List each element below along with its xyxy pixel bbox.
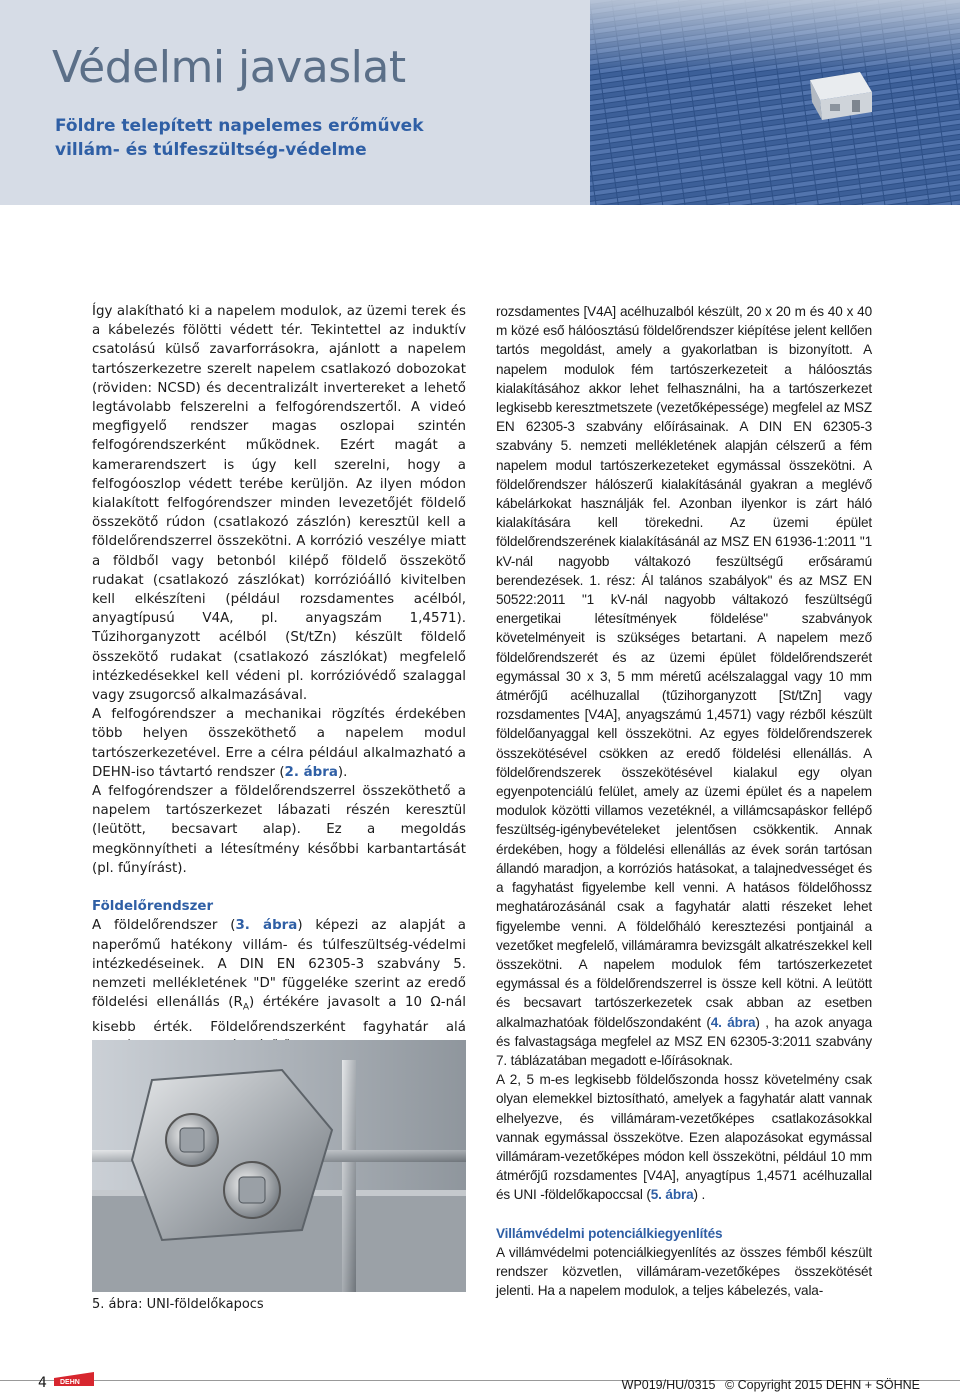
text-span: ). <box>337 764 348 780</box>
text-span: A felfogórendszer a mechanikai rögzítés érdekében több helyen összeköthető a napelem modul tartószerkezetével. Erre a célra például alkalmazható a DEHN-iso távtartó rendszer ( <box>92 707 466 780</box>
figure-ref-3: 3. ábra <box>235 918 298 934</box>
solar-farm-photo <box>590 0 960 205</box>
section-heading-potencialkiegyenlites: Villámvédelmi potenciálkiegyenlítés <box>496 1225 723 1241</box>
text-span: ) képezi az alapját a naperőmű hatékony villám- és túlfeszültség-védelmi intézkedéseinek. A DIN EN 62305-3 szabvány 5. nemzeti mellékletének "D" függeléke szerint az eredő földelési ellenállás (R <box>92 918 466 1011</box>
text-span: A 2, 5 m-es legkisebb földelőszonda hossz követelmény csak olyan elemekkel biztosítható, amelyek a fagyhatár alatt vannak elhelyezve, és villámáram-vezetőképes csatlakozásokkal vannak egymással összekötve. Ezen alapozásokat egymással villámáram-vezetőképes módon kell összekötni, például 10 mm átmérőjű rozsdamentes [V4A], anyagtípus 1,4571 acélhuzallal és UNI -földelőkapoccsal ( <box>496 1072 872 1203</box>
page-subtitle <box>55 114 475 162</box>
text-span: ) , ha azok anyaga és falvastagsága megfelel az MSZ EN 62305-3:2011 szabvány 7. táblázatában megadott e-lőírásoknak. <box>496 1014 872 1068</box>
figure-ref-4: 4. ábra <box>710 1014 756 1030</box>
footer-info <box>616 1378 920 1392</box>
spacer <box>496 1205 872 1224</box>
spacer <box>92 878 466 897</box>
page-title: Védelmi javaslat <box>52 42 406 93</box>
page-number: 4 <box>38 1375 47 1391</box>
svg-text:DEHN: DEHN <box>60 1379 80 1386</box>
copyright-notice: © Copyright 2015 DEHN + SÖHNE <box>724 1378 920 1392</box>
left-paragraph-1: Így alakítható ki a napelem modulok, az üzemi terek és a kábelezés fölötti védett tér. Tekintettel az induktív csatolású külső zavarforrásokra, ajánlott a napelem tartószerkezetre szerelt napelem csatlakozó dobozokat (röviden: NCSD) és decentralizált invertereket a lehető legtávolabb felszerelni a felfogórendszertől. A videó megfigyelő rendszer magas oszlopai szintén felfogórendszerként működnek. Ezért magát a kamerarendszert is úgy kell szerelni, hogy a felfogóoszlop védett terébe kerüljön. Az ilyen módon kialakított felfogórendszer minden levezetőjét földelő összekötő rúdon (csatlakozó zászlón) keresztül kell a földelőrendszerrel összekötni. A korrózió veszélye miatt a földből vagy betonból kilépő földelő összekötő rudakat (csatlakozó zászlókat) korrózióálló kivitelben kell elkészíteni (például rozsdamentes acélból, anyagtípusú V4A, pl. anyagszám 1,4571). Tűzihorganyzott acélból (St/tZn) készült földelő összekötő rudakat (csatlakozó zászlókat) megfelelő intézkedésekkel kell védeni pl. korrózióvédő szalaggal vagy zsugorcső alkalmazásával. <box>92 304 466 704</box>
document-code: WP019/HU/0315 <box>621 1378 716 1392</box>
figure-ref-5: 5. ábra <box>650 1187 694 1203</box>
right-paragraph-3: A villámvédelmi potenciálkiegyenlítés az összes fémből készült rendszer közvetlen, villámáram-vezetőképes összekötését jelenti. Ha a napelem modulok, a teljes kábelezés, vala- <box>496 1244 872 1299</box>
subtitle-line-1: Földre telepített napelemes erőművek <box>55 116 424 136</box>
text-span: rozsdamentes [V4A] acélhuzalból készült, 20 x 20 m és 40 x 40 m közé eső hálóosztású földelőrendszer kiépítése jelent kellően tartós megoldást, amely a gyakorlatban is bizonyított. A napelem modulok fém tartószerkezeteit a hálóosztás kialakításához akkor lehet felhasználni, ha a tartószerkezet legkisebb keresztmetszete (vezetőképessége) megfelel az MSZ EN 62305-3 szabvány előírásainak. A DIN EN 62305-3 szabvány 5. nemzeti mellékletének alapján célszerű a fém napelem modul tartószerkezeteket egymással összekötni. A földelőrendszer hálószerű kialakításánál gyakran a meglévő kábelárkokat használják fel. Azonban ilyenkor is zárt háló kialakítására kell törekedni. Az üzemi épület földelőrendszerének kialakításánál az MSZ EN 61936-1:2011 "1 kV-nál nagyobb váltakozó feszültségű erősáramú berendezések. 1. rész: Ál talános szabályok" és az MSZ EN 50522:2011 "1 kV-nál nagyobb váltakozó feszültségű energetikai létesítmények földelése" szabványok követelményeit is szükséges betartani. A napelem mező földelőrendszerét és az üzemi épület földelőrendszerét egymással 30 x 3, 5 mm méretű acélszalaggal vagy 10 mm átmérőjű acélhuzallal (tűzihorganyzott [St/tZn] vagy rozsdamentes [V4A], anyagszámú 1,4571) vagy rézből készült földelőanyaggal kell összekötni. Az egyes földelőrendszerek összekötésével csökken az eredő földelési ellenállás. A földelőrendszerek összekötésével kialakul egy olyan egyenpotenciálú felület, amely az üzemi épület és a napelem modulok közötti villamos vezetéknél, a villámcsapáskor fellépő feszültség-igénybevételeket jelentősen csökkentik. Annak érdekében, hogy a földelési ellenállás az évek során tartósan állandó maradjon, a korróziós hatásokat, a talajnedvességet és a fagyhatást figyelembe kell venni. A hatásos földelőhossz meghatározásánál csak a fagyhatár alatti részeket lehet figyelembe venni. A földelőháló keresztezési pontjainál a vezetőket megfelelő, villámáramra bevizsgált alkatrészekkel kell összekötni. A napelem modulok fém tartószerkezetet egymással és a földelőrendszerrel is össze kell kötni. A leütött és becsavart tartószerkezetek csak abban az esetben alkalmazhatóak földelőszondaként ( <box>496 304 872 1030</box>
right-column <box>496 302 872 1300</box>
figure-ref-2: 2. ábra <box>284 764 338 780</box>
text-span: ) értékére javasolt a 10 Ω-nál kisebb érték. Földelőrendszerként fagyhatár alá <box>92 995 466 1035</box>
right-paragraph-1 <box>496 302 872 1070</box>
left-paragraph-2 <box>92 705 466 782</box>
section-heading-foldelorendszer: Földelőrendszer <box>92 899 214 915</box>
dehn-logo <box>54 1368 94 1386</box>
left-paragraph-3: A felfogórendszer a földelőrendszerrel összeköthető a napelem tartószerkezet lábazati részén keresztül (leütött, becsavart alap). Ez a megoldás megkönnyítheti a létesítmény későbbi karbantartását (pl. fűnyírást). <box>92 784 466 876</box>
figure-uni-clamp-photo <box>92 1040 466 1292</box>
left-paragraph-4 <box>92 916 466 1056</box>
right-paragraph-2 <box>496 1070 872 1204</box>
text-span: A földelőrendszer ( <box>92 918 236 934</box>
subtitle-line-2: villám- és túlfeszültség-védelme <box>55 140 367 160</box>
subscript: A <box>242 1002 250 1013</box>
figure-caption: 5. ábra: UNI-földelőkapocs <box>92 1297 264 1312</box>
text-span: ) . <box>693 1187 706 1203</box>
left-column <box>92 302 466 1056</box>
